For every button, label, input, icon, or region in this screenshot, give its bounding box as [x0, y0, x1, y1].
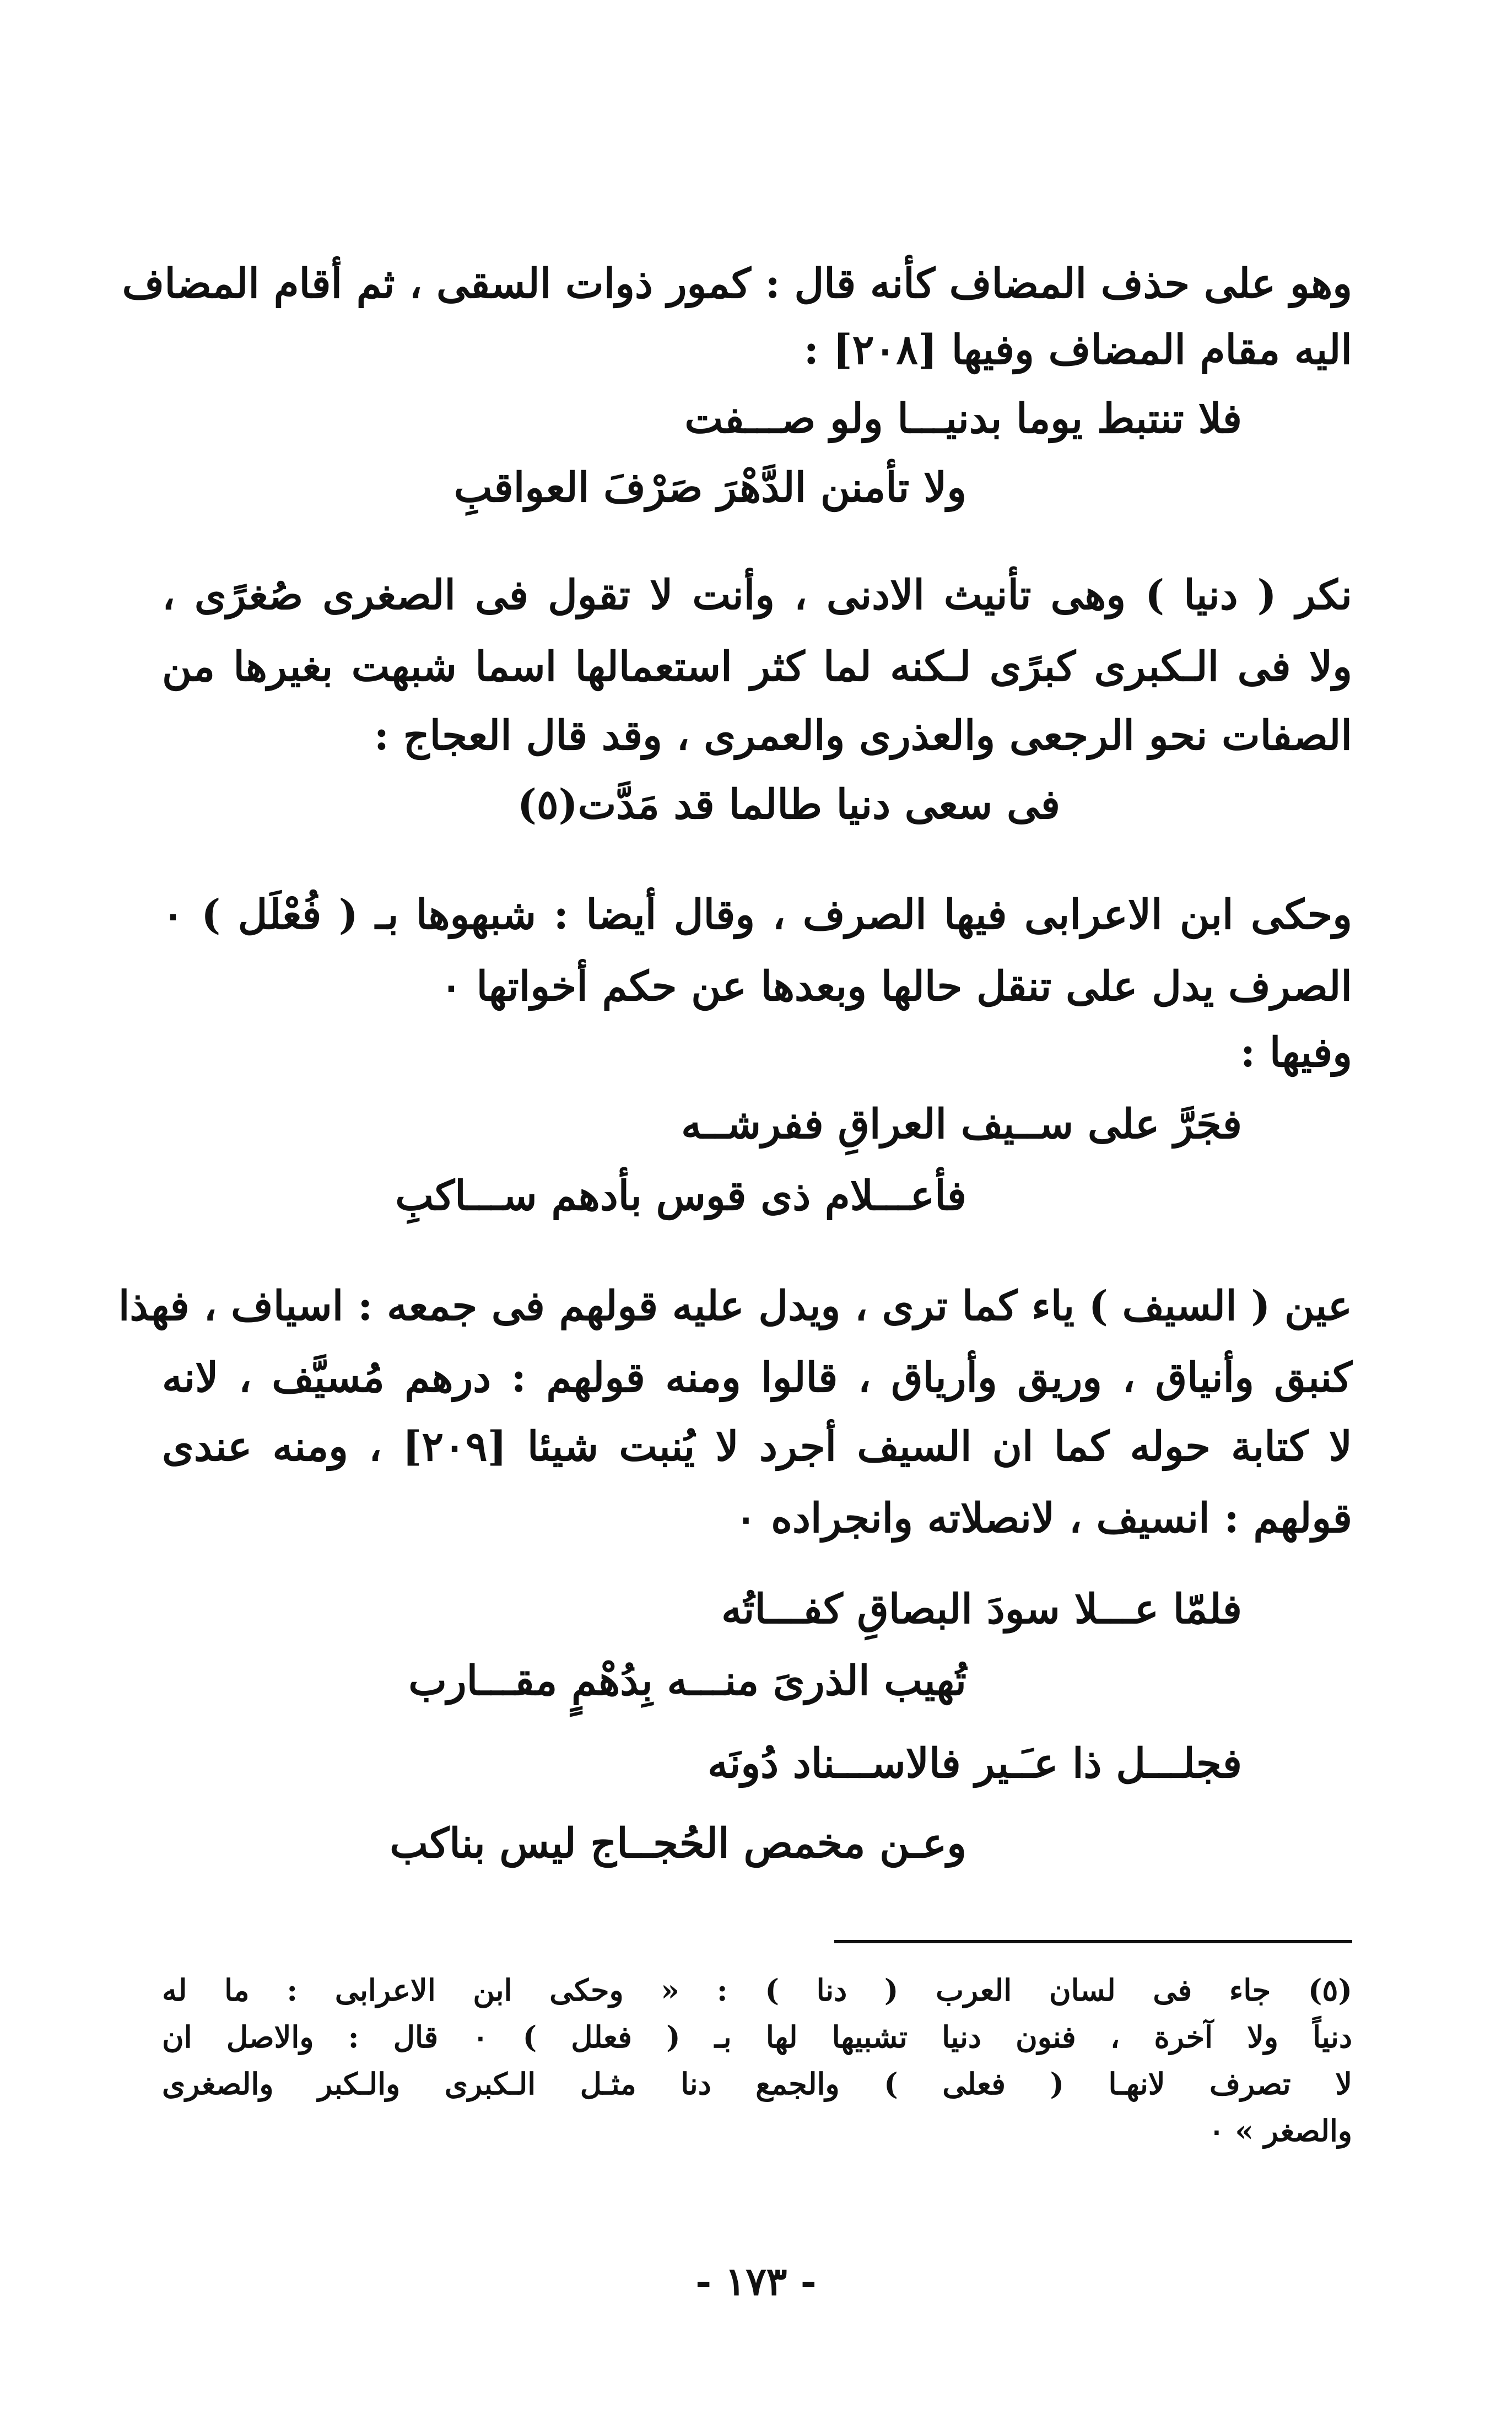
paragraph-line: كنبق وأنياق ، وريق وأرياق ، قالوا ومنه قولهم : درهم مُسيَّف ، لانه [162, 1354, 1352, 1402]
verse-line: فجلـــل ذا عـَـير فالاســـناد دُونَه [708, 1740, 1242, 1787]
verse-line: فأعـــلام ذى قوس بأدهم ســـاكبِ [395, 1172, 966, 1220]
footnote-divider [834, 1940, 1352, 1943]
paragraph-line: عين ( السيف ) ياء كما ترى ، ويدل عليه قولهم فى جمعه : اسياف ، فهذا [118, 1282, 1352, 1330]
paragraph-line: نكر ( دنيا ) وهى تأنيث الادنى ، وأنت لا تقول فى الصغرى صُغرًى ، [162, 572, 1352, 619]
footnote-line: (٥) جاء فى لسان العرب ( دنا ) : « وحكى ابن الاعرابى : ما له [162, 1972, 1352, 2008]
paragraph-line: الصفات نحو الرجعى والعذرى والعمرى ، وقد قال العجاج : [374, 712, 1352, 759]
verse-line: فلمّا عـــلا سودَ البصاقِ كفـــاتُه [721, 1586, 1242, 1633]
paragraph-line: الصرف يدل على تنقل حالها وبعدها عن حكم أخواتها ٠ [440, 963, 1352, 1010]
paragraph-line: وهو على حذف المضاف كأنه قال : كمور ذوات السقى ، ثم أقام المضاف [122, 260, 1352, 308]
verse-line: فجَرَّ على ســيف العراقِ ففرشــه [681, 1101, 1242, 1148]
paragraph-line: وفيها : [1240, 1029, 1352, 1076]
footnote-line: والصغر » ٠ [1208, 2113, 1352, 2148]
verse-line: وعـن مخمص الحُجــاج ليس بناكب [390, 1820, 966, 1867]
verse-line: فى سعى دنيا طالما قد مَدَّت(٥) [517, 781, 1060, 828]
paragraph-line: لا كتابة حوله كما ان السيف أجرد لا يُنبت شيئا [٢٠٩] ، ومنه عندى [162, 1423, 1352, 1470]
paragraph-line: ولا فى الـكبرى كبرًى لـكنه لما كثر استعمالها اسما شبهت بغيرها من [162, 643, 1352, 691]
page-number: - ١٧٣ - [695, 2258, 817, 2304]
paragraph-line: اليه مقام المضاف وفيها [٢٠٨] : [803, 326, 1352, 374]
paragraph-line: وحكى ابن الاعرابى فيها الصرف ، وقال أيضا : شبهوها بـ ( فُعْلَل ) ٠ [162, 891, 1352, 939]
verse-line: ولا تأمنن الدَّهْرَ صَرْفَ العواقبِ [453, 464, 966, 511]
footnote-line: دنياً ولا آخرة ، فنون دنيا تشبيها لها بـ ( فعلل ) ٠ قال : والاصل ان [162, 2019, 1352, 2055]
verse-line: تُهيب الذرىَ منـــه بِدُهْمٍ مقـــارب [408, 1657, 966, 1705]
paragraph-line: قولهم : انسيف ، لانصلاته وانجراده ٠ [735, 1495, 1352, 1542]
verse-line: فلا تنتبط يوما بدنيـــا ولو صـــفت [684, 395, 1242, 443]
footnote-line: لا تصرف لانهـا ( فعلى ) والجمع دنا مثـل الـكبرى والـكبر والصغرى [162, 2066, 1352, 2101]
